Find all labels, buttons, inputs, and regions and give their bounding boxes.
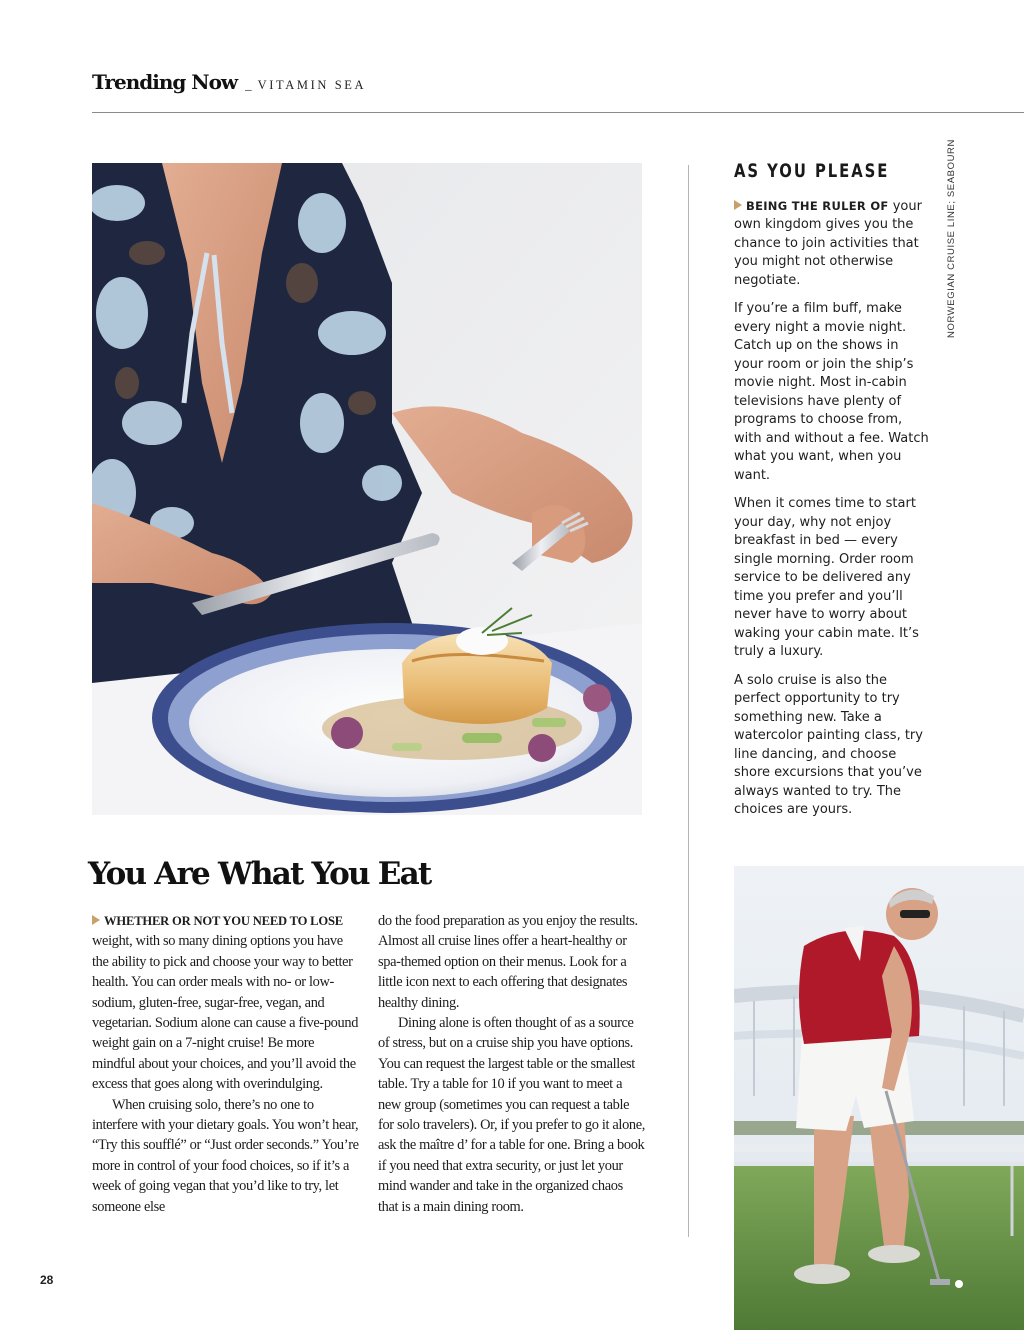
sidebar-lead-caps: BEING THE RULER OF [746, 198, 889, 213]
photo-credit: NORWEGIAN CRUISE LINE; SEABOURN [946, 139, 957, 338]
sidebar-as-you-please [734, 162, 929, 830]
page-number: 28 [40, 1273, 54, 1287]
article-column-2 [378, 911, 646, 1217]
golf-photo [734, 866, 1024, 1330]
running-header [92, 70, 366, 94]
arrow-bullet-icon [92, 915, 100, 925]
sidebar-title: AS YOU PLEASE [734, 160, 890, 182]
article-paragraph: Dining alone is often thought of as a source of stress, but on a cruise ship you have options. You can request the largest table or the smallest table. Try a table for 10 if you want to meet a new group (sometimes you can request a table for solo travelers). Or, if you prefer to go it alone, ask the maître d’ for a table for one. Bring a book if you need that extra security, or just let your mind wander and take in the organized chaos that is a main dining room. [378, 1015, 646, 1215]
article-lead-paragraph [92, 911, 360, 1095]
sidebar-lead-text: your own kingdom gives you the chance to join activities that you might not otherwise negotiate. [734, 198, 922, 288]
arrow-bullet-icon [734, 200, 742, 210]
article-column-1 [92, 911, 360, 1217]
header-separator: _ [245, 77, 252, 92]
article-lead-text: weight, with so many dining options you have the ability to pick and choose your way to better health. You can order meals with no- or low-sodium, gluten-free, sugar-free, vegan, and vegetarian. Sodium alone can cause a five-pound weight gain on a 7-night cruise! Be more mindful about your choices, and you’ll avoid the excess that goes along with overindulging. [92, 933, 359, 1093]
article-lead-caps: WHETHER OR NOT YOU NEED TO LOSE [104, 914, 343, 928]
section-label: VITAMIN SEA [257, 78, 367, 92]
sidebar-paragraph: If you’re a film buff, make every night a movie night. Catch up on the shows in your room or join the ship’s movie night. Most in-cabin televisions have plenty of programs to choose from, with and without a fee. Watch what you want, when you want. [734, 301, 929, 483]
sidebar-paragraph: When it comes time to start your day, why not enjoy breakfast in bed — every single morning. Order room service to be delivered any time you prefer and you’ll never have to worry about waking your cabin mate. It’s truly a luxury. [734, 496, 919, 659]
column-divider [688, 165, 689, 1237]
brand-title: Trending Now [92, 70, 238, 94]
sidebar-paragraph: A solo cruise is also the perfect opportunity to try something new. Take a watercolor painting class, try line dancing, and choose shore excursions that you’ve always wanted to try. The choices are yours. [734, 672, 923, 817]
article-headline: You Are What You Eat [88, 856, 431, 892]
sidebar-lead-paragraph [734, 197, 929, 291]
article-paragraph: When cruising solo, there’s no one to interfere with your dietary goals. You won’t hear, “Try this soufflé” or “Just order seconds.” You’re more in control of your food choices, so if it’s a week of going vegan that you’d like to try, let someone else [92, 1096, 359, 1215]
dining-photo [92, 163, 642, 815]
header-rule [92, 112, 1024, 113]
article-paragraph-continued: do the food preparation as you enjoy the results. Almost all cruise lines offer a heart-healthy or spa-themed option on their menus. Look for a little icon next to each offering that designates healthy dining. [378, 913, 638, 1011]
